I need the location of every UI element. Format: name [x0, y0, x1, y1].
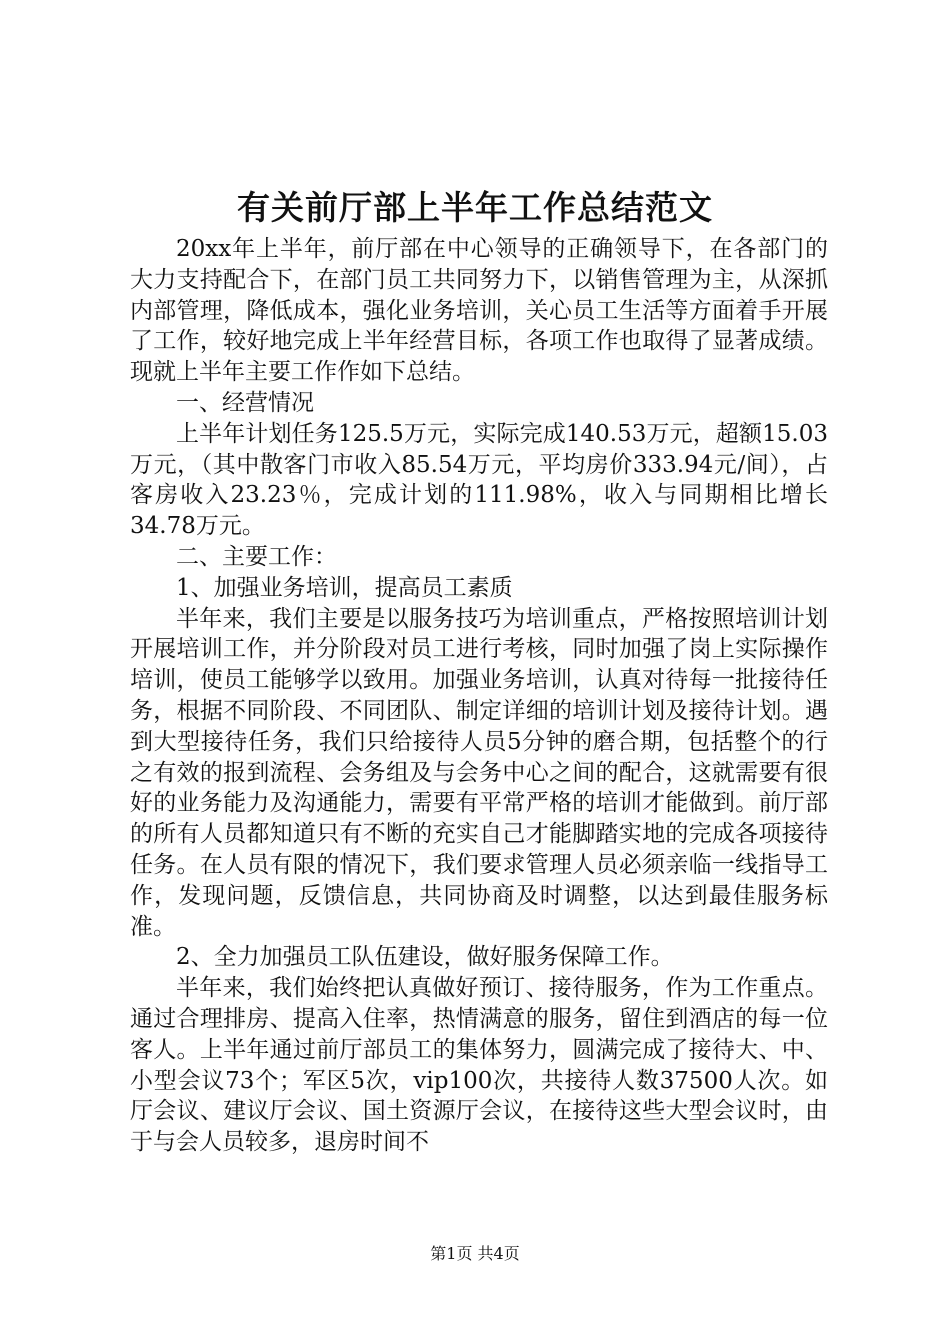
section-heading-main-work: 二、主要工作： [176, 543, 337, 570]
page-title: 有关前厅部上半年工作总结范文 [237, 188, 713, 227]
section-heading-operations: 一、经营情况 [176, 389, 314, 416]
team-building-paragraph: 半年来，我们始终把认真做好预订、接待服务，作为工作重点。通过合理排房、提高入住率，热情满意的服务，留住到酒店的每一位客人。上半年通过前厅部员工的集体努力，圆满完成了接待大、中、小型会议73个；军区5次，vip100次，共接待人数37500人次。如厅会议、建议厅会议、国土资源厅会议，在接待这些大型会议时，由于与会人员较多，退房时间不 [130, 975, 828, 1156]
subheading-team-building: 2、全力加强员工队伍建设，做好服务保障工作。 [176, 944, 674, 971]
operations-paragraph: 上半年计划任务125.5万元，实际完成140.53万元，超额15.03万元，（其中散客门市收入85.54万元，平均房价333.94元/间），占客房收入23.23％，完成计划的111.98%，收入与同期相比增长34.78万元。 [130, 420, 828, 540]
training-paragraph: 半年来，我们主要是以服务技巧为培训重点，严格按照培训计划开展培训工作，并分阶段对员工进行考核，同时加强了岗上实际操作培训，使员工能够学以致用。加强业务培训，认真对待每一批接待任务，根据不同阶段、不同团队、制定详细的培训计划及接待计划。遇到大型接待任务，我们只给接待人员5分钟的磨合期，包括整个的行之有效的报到流程、会务组及与会务中心之间的配合，这就需要有很好的业务能力及沟通能力，需要有平常严格的培训才能做到。前厅部的所有人员都知道只有不断的充实自己才能脚踏实地的完成各项接待任务。在人员有限的情况下，我们要求管理人员必须亲临一线指导工作，发现问题，反馈信息，共同协商及时调整，以达到最佳服务标准。 [130, 605, 828, 940]
page-footer: 第1页 共4页 [430, 1244, 520, 1263]
document-body [130, 234, 828, 1158]
subheading-training: 1、加强业务培训，提高员工素质 [176, 574, 513, 601]
intro-paragraph: 20xx年上半年，前厅部在中心领导的正确领导下，在各部门的大力支持配合下，在部门员工共同努力下，以销售管理为主，从深抓内部管理，降低成本，强化业务培训，关心员工生活等方面着手开展了工作，较好地完成上半年经营目标，各项工作也取得了显著成绩。现就上半年主要工作作如下总结。 [130, 236, 828, 386]
